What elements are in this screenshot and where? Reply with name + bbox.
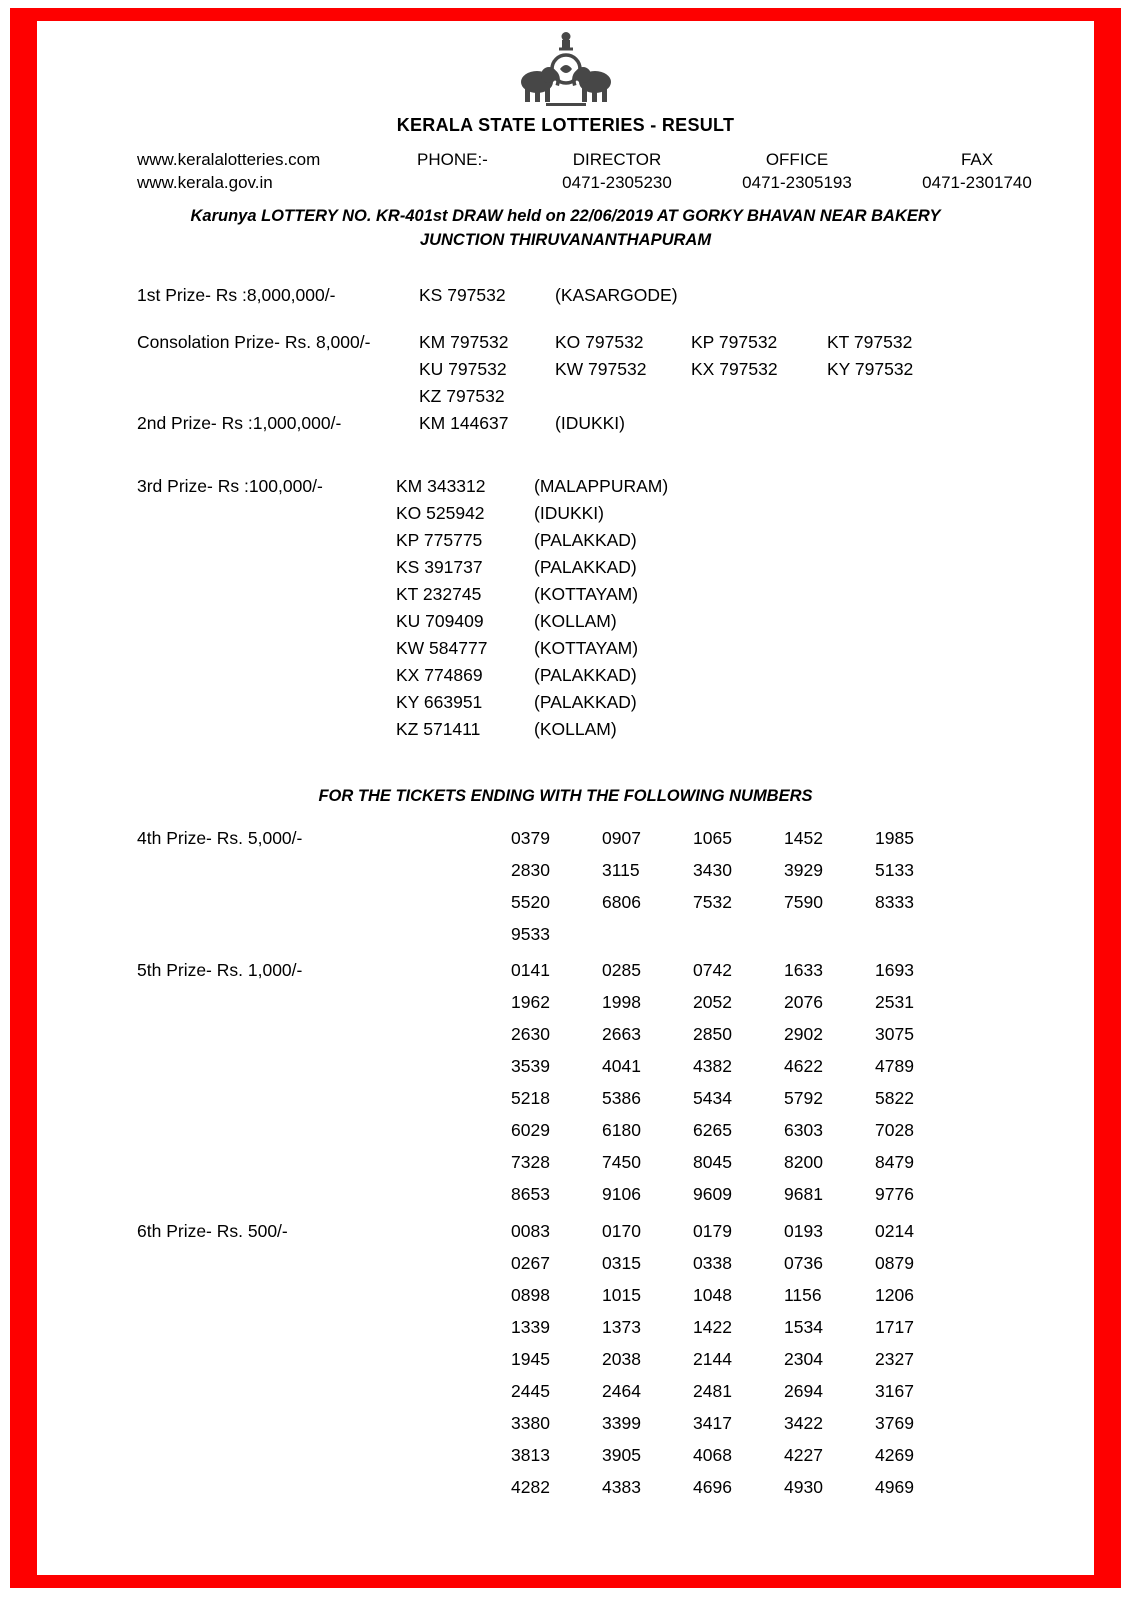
consolation-prize-label: Consolation Prize- Rs. 8,000/-: [137, 332, 371, 352]
third-prize-winner-row: [396, 581, 668, 608]
contact-office-number: 0471-2305193: [742, 173, 852, 192]
fifth-prize-label: 5th Prize- Rs. 1,000/-: [137, 960, 303, 980]
ending-number: 7450: [602, 1152, 641, 1172]
consolation-ticket: KP 797532: [691, 332, 778, 352]
ending-number: 2144: [693, 1349, 732, 1369]
ending-number: 3430: [693, 860, 732, 880]
ending-number: 3929: [784, 860, 823, 880]
ticket-number: KO 525942: [396, 503, 485, 523]
ending-number: 2481: [693, 1381, 732, 1401]
third-prize-winner-row: [396, 662, 668, 689]
fourth-prize-numbers: [511, 822, 966, 950]
ending-number: 8653: [511, 1184, 550, 1204]
ending-number: 1693: [875, 960, 914, 980]
second-prize-row: [37, 410, 1094, 437]
ending-number: 2830: [511, 860, 550, 880]
ending-number: 4969: [875, 1477, 914, 1497]
fifth-prize-section: [37, 954, 1094, 1210]
ending-number: 4382: [693, 1056, 732, 1076]
ending-number: 1534: [784, 1317, 823, 1337]
consolation-ticket: KU 797532: [419, 359, 507, 379]
ending-numbers-note: FOR THE TICKETS ENDING WITH THE FOLLOWING NUMBERS: [318, 787, 813, 805]
ending-number: 4789: [875, 1056, 914, 1076]
contact-director-label: DIRECTOR: [572, 150, 662, 169]
ending-number: 0193: [784, 1221, 823, 1241]
ending-number: 1945: [511, 1349, 550, 1369]
ending-number: 0179: [693, 1221, 732, 1241]
third-prize-winner-row: [396, 473, 668, 500]
fourth-prize-label: 4th Prize- Rs. 5,000/-: [137, 828, 303, 848]
consolation-ticket: KO 797532: [555, 332, 644, 352]
ending-number: 2052: [693, 992, 732, 1012]
fourth-prize-section: [37, 822, 1094, 950]
ending-number: 2663: [602, 1024, 641, 1044]
ticket-number: KW 584777: [396, 638, 488, 658]
contact-office: [707, 148, 887, 194]
district-name: (PALAKKAD): [534, 530, 637, 550]
ending-number: 4068: [693, 1445, 732, 1465]
consolation-ticket: KM 797532: [419, 332, 509, 352]
ending-number: 2902: [784, 1024, 823, 1044]
third-prize-label: 3rd Prize- Rs :100,000/-: [137, 476, 323, 496]
ending-number: 8333: [875, 892, 914, 912]
consolation-ticket: KY 797532: [827, 359, 914, 379]
contact-fax: [887, 148, 1067, 194]
ending-number: 2694: [784, 1381, 823, 1401]
ending-number: 1339: [511, 1317, 550, 1337]
contact-row: [37, 148, 1094, 194]
first-prize-location: (KASARGODE): [555, 285, 678, 305]
ending-number: 0736: [784, 1253, 823, 1273]
third-prize-winner-row: [396, 527, 668, 554]
ticket-number: KU 709409: [396, 611, 484, 631]
third-prize-winners: [396, 473, 668, 743]
ending-number: 1065: [693, 828, 732, 848]
ending-number: 7532: [693, 892, 732, 912]
sixth-prize-section: [37, 1215, 1094, 1503]
ending-number: 0267: [511, 1253, 550, 1273]
first-prize-ticket: KS 797532: [419, 285, 506, 305]
district-name: (IDUKKI): [534, 503, 604, 523]
third-prize-winner-row: [396, 608, 668, 635]
ending-number: 6265: [693, 1120, 732, 1140]
ending-number: 4930: [784, 1477, 823, 1497]
ending-number: 3417: [693, 1413, 732, 1433]
ending-number: 5822: [875, 1088, 914, 1108]
ending-number: 6806: [602, 892, 641, 912]
ending-number: 5218: [511, 1088, 550, 1108]
ending-number: 4622: [784, 1056, 823, 1076]
second-prize-location: (IDUKKI): [555, 413, 625, 433]
ending-number: 0898: [511, 1285, 550, 1305]
ending-number: 0214: [875, 1221, 914, 1241]
ending-number: 4041: [602, 1056, 641, 1076]
contact-office-label: OFFICE: [765, 150, 829, 169]
ending-number: 0907: [602, 828, 641, 848]
ending-number: 4696: [693, 1477, 732, 1497]
draw-info-line2: JUNCTION THIRUVANANTHAPURAM: [419, 231, 712, 249]
ending-number: 1156: [784, 1285, 822, 1305]
ending-number: 4282: [511, 1477, 550, 1497]
ending-number: 3905: [602, 1445, 641, 1465]
draw-info-line1: Karunya LOTTERY NO. KR-401st DRAW held on 22/06/2019 AT GORKY BHAVAN NEAR BAKERY: [190, 207, 941, 225]
contact-fax-label: FAX: [960, 150, 994, 169]
ticket-number: KM 343312: [396, 476, 486, 496]
ending-number: 3380: [511, 1413, 550, 1433]
ending-number: 5792: [784, 1088, 823, 1108]
ending-number: 9106: [602, 1184, 641, 1204]
district-name: (KOLLAM): [534, 611, 617, 631]
ending-number: 8200: [784, 1152, 823, 1172]
consolation-tickets: [419, 329, 963, 410]
website-kerala-gov: www.kerala.gov.in: [137, 173, 273, 192]
ending-number: 2850: [693, 1024, 732, 1044]
third-prize-winner-row: [396, 689, 668, 716]
second-prize-label: 2nd Prize- Rs :1,000,000/-: [137, 413, 342, 433]
district-name: (KOTTAYAM): [534, 638, 639, 658]
contact-director-number: 0471-2305230: [562, 173, 672, 192]
ending-number: 5520: [511, 892, 550, 912]
ending-number: 3167: [875, 1381, 914, 1401]
third-prize-winner-row: [396, 500, 668, 527]
ending-number: 3769: [875, 1413, 914, 1433]
ending-number: 7328: [511, 1152, 550, 1172]
ending-number: 1015: [602, 1285, 641, 1305]
ending-number: 6180: [602, 1120, 641, 1140]
ending-number: 1962: [511, 992, 550, 1012]
ending-number: 8045: [693, 1152, 732, 1172]
draw-info: [37, 204, 1094, 252]
ending-number: 3115: [602, 860, 640, 880]
sixth-prize-numbers: [511, 1215, 966, 1503]
ending-number: 2464: [602, 1381, 641, 1401]
ending-number: 2531: [875, 992, 914, 1012]
emblem-container: [37, 29, 1094, 113]
ending-number: 1422: [693, 1317, 732, 1337]
ticket-number: KT 232745: [396, 584, 482, 604]
consolation-prize-row: [37, 329, 1094, 410]
consolation-ticket: KZ 797532: [419, 386, 505, 406]
district-name: (KOLLAM): [534, 719, 617, 739]
fifth-prize-numbers: [511, 954, 966, 1210]
district-name: (PALAKKAD): [534, 692, 637, 712]
ending-number: 2076: [784, 992, 823, 1012]
consolation-ticket: KX 797532: [691, 359, 778, 379]
ending-number: 5133: [875, 860, 914, 880]
third-prize-winner-row: [396, 716, 668, 743]
red-page-border: [10, 8, 1121, 1588]
third-prize-winner-row: [396, 635, 668, 662]
ending-number: 8479: [875, 1152, 914, 1172]
ending-number: 0141: [511, 960, 550, 980]
ending-number: 0315: [602, 1253, 641, 1273]
ending-number: 4227: [784, 1445, 823, 1465]
contact-fax-number: 0471-2301740: [922, 173, 1032, 192]
ticket-number: KZ 571411: [396, 719, 481, 739]
ending-number: 4269: [875, 1445, 914, 1465]
first-prize-label: 1st Prize- Rs :8,000,000/-: [137, 285, 336, 305]
ending-number: 6303: [784, 1120, 823, 1140]
ending-number: 1373: [602, 1317, 641, 1337]
ending-number: 0879: [875, 1253, 914, 1273]
ending-number: 3422: [784, 1413, 823, 1433]
ending-number: 9681: [784, 1184, 823, 1204]
ending-number: 1633: [784, 960, 823, 980]
ending-number: 3075: [875, 1024, 914, 1044]
ending-number: 9533: [511, 924, 550, 944]
sixth-prize-label: 6th Prize- Rs. 500/-: [137, 1221, 288, 1241]
ticket-number: KP 775775: [396, 530, 483, 550]
district-name: (KOTTAYAM): [534, 584, 639, 604]
second-prize-ticket: KM 144637: [419, 413, 509, 433]
ending-number: 1985: [875, 828, 914, 848]
ending-number: 6029: [511, 1120, 550, 1140]
ending-number: 1998: [602, 992, 641, 1012]
ending-number: 3399: [602, 1413, 641, 1433]
ending-number: 0379: [511, 828, 550, 848]
result-document: [37, 21, 1094, 1575]
ending-number: 0742: [693, 960, 732, 980]
contact-director: [527, 148, 707, 194]
website-keralalotteries: www.keralalotteries.com: [137, 150, 321, 169]
third-prize-section: [37, 473, 1094, 743]
ending-number: 1717: [875, 1317, 914, 1337]
ticket-number: KX 774869: [396, 665, 483, 685]
district-name: (PALAKKAD): [534, 557, 637, 577]
ending-number: 4383: [602, 1477, 641, 1497]
ending-number: 3813: [511, 1445, 550, 1465]
ticket-number: KY 663951: [396, 692, 483, 712]
ending-number: 0170: [602, 1221, 641, 1241]
district-name: (PALAKKAD): [534, 665, 637, 685]
ending-number: 3539: [511, 1056, 550, 1076]
ending-number: 2304: [784, 1349, 823, 1369]
ending-number: 1048: [693, 1285, 732, 1305]
ending-number: 0083: [511, 1221, 550, 1241]
ending-number: 7028: [875, 1120, 914, 1140]
ending-number: 2327: [875, 1349, 914, 1369]
ending-number: 2445: [511, 1381, 550, 1401]
ending-number: 9776: [875, 1184, 914, 1204]
ending-number: 0338: [693, 1253, 732, 1273]
page-title: KERALA STATE LOTTERIES - RESULT: [396, 115, 735, 135]
ending-number: 2630: [511, 1024, 550, 1044]
ending-number: 5434: [693, 1088, 732, 1108]
phone-label: PHONE:-: [417, 150, 488, 169]
first-prize-row: [37, 282, 1094, 309]
ending-number: 1206: [875, 1285, 914, 1305]
consolation-ticket: KT 797532: [827, 332, 913, 352]
third-prize-winner-row: [396, 554, 668, 581]
ending-number: 5386: [602, 1088, 641, 1108]
kerala-state-emblem-icon: [514, 29, 618, 111]
ending-number: 0285: [602, 960, 641, 980]
consolation-ticket: KW 797532: [555, 359, 647, 379]
ticket-number: KS 391737: [396, 557, 483, 577]
websites: [137, 148, 417, 194]
ending-number: 7590: [784, 892, 823, 912]
ending-number: 2038: [602, 1349, 641, 1369]
district-name: (MALAPPURAM): [534, 476, 669, 496]
ending-number: 1452: [784, 828, 823, 848]
ending-number: 9609: [693, 1184, 732, 1204]
